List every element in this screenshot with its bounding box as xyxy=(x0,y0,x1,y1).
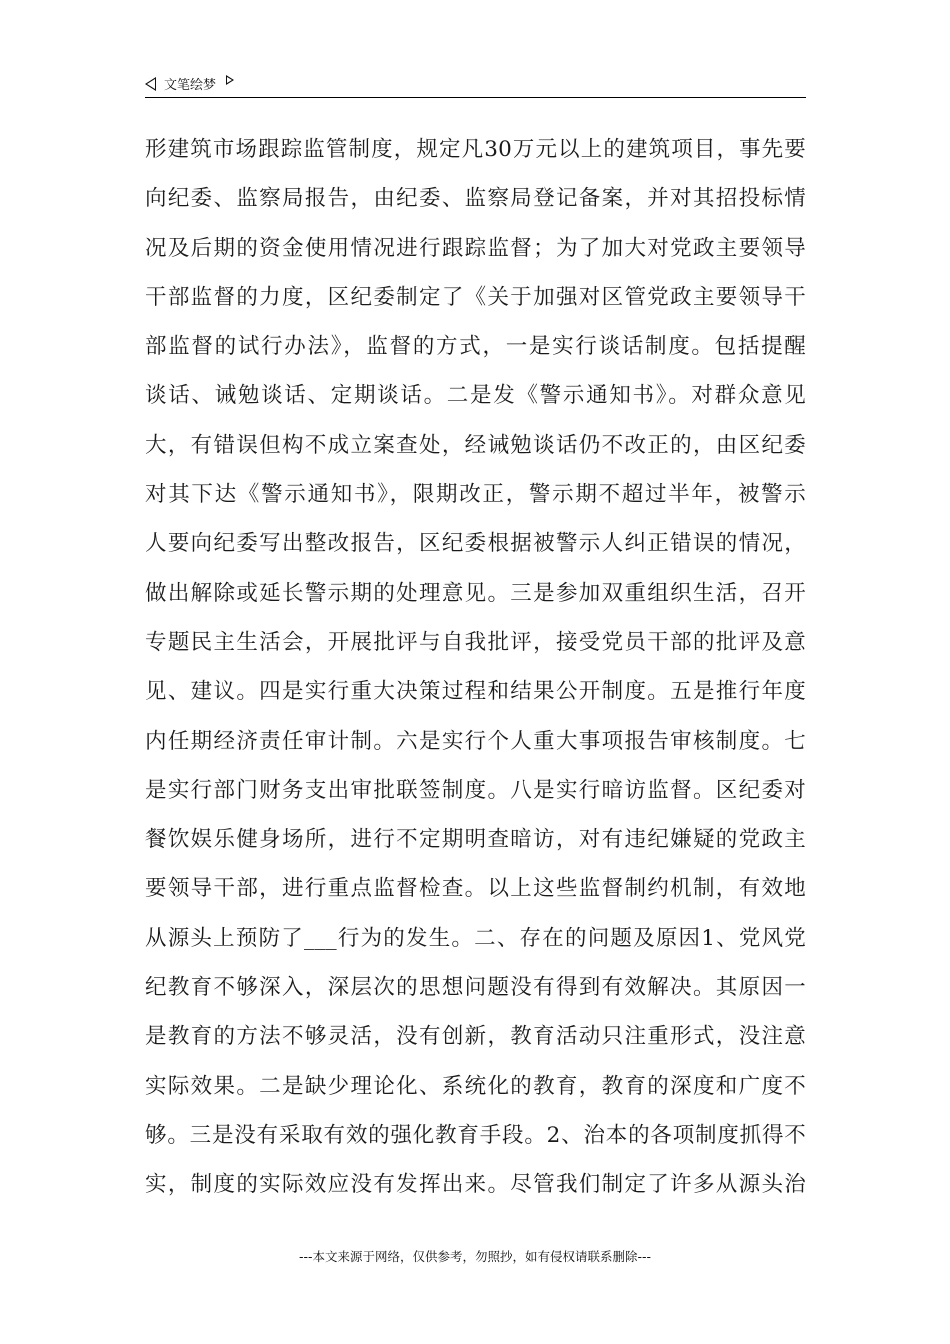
text-line: 要领导干部，进行重点监督检查。以上这些监督制约机制，有效地 xyxy=(145,876,806,902)
text-line: 见、建议。四是实行重大决策过程和结果公开制度。五是推行年度 xyxy=(145,679,806,705)
text-line: 形建筑市场跟踪监管制度，规定凡30万元以上的建筑项目，事先要 xyxy=(145,137,806,162)
header-inner xyxy=(145,74,234,93)
text-line: 纪教育不够深入，深层次的思想问题没有得到有效解决。其原因一 xyxy=(145,975,806,1001)
text-line: 是教育的方法不够灵活，没有创新，教育活动只注重形式，没注意 xyxy=(145,1024,806,1050)
footer-notice: ---本文来源于网络，仅供参考，勿照抄，如有侵权请联系删除--- xyxy=(298,1249,652,1264)
text-line: 大，有错误但构不成立案查处，经诫勉谈话仍不改正的，由区纪委 xyxy=(145,432,806,458)
text-line: 从源头上预防了___行为的发生。二、存在的问题及原因1、党风党 xyxy=(145,925,806,951)
text-line: 内任期经济责任审计制。六是实行个人重大事项报告审核制度。七 xyxy=(145,728,806,754)
text-line: 实际效果。二是缺少理论化、系统化的教育，教育的深度和广度不 xyxy=(145,1073,806,1099)
triangle-left-icon xyxy=(145,77,156,91)
text-line: 向纪委、监察局报告，由纪委、监察局登记备案，并对其招投标情 xyxy=(145,186,806,212)
text-line: 做出解除或延长警示期的处理意见。三是参加双重组织生活，召开 xyxy=(145,580,806,606)
text-line: 部监督的试行办法》，监督的方式，一是实行谈话制度。包括提醒 xyxy=(145,334,806,360)
text-line: 对其下达《警示通知书》，限期改正，警示期不超过半年，被警示 xyxy=(145,482,806,508)
text-line: 够。三是没有采取有效的强化教育手段。2、治本的各项制度抓得不 xyxy=(145,1122,806,1148)
text-line: 干部监督的力度，区纪委制定了《关于加强对区管党政主要领导干 xyxy=(145,284,806,310)
header-title: 文笔绘梦 xyxy=(164,78,217,93)
text-line: 餐饮娱乐健身场所，进行不定期明查暗访，对有违纪嫌疑的党政主 xyxy=(145,827,806,853)
text-line: 实，制度的实际效应没有发挥出来。尽管我们制定了许多从源头治 xyxy=(145,1172,806,1198)
document-body xyxy=(145,130,806,1215)
text-line: 是实行部门财务支出审批联签制度。八是实行暗访监督。区纪委对 xyxy=(145,777,806,803)
triangle-right-icon xyxy=(226,75,234,85)
page-header xyxy=(145,70,806,98)
text-line: 况及后期的资金使用情况进行跟踪监督；为了加大对党政主要领导 xyxy=(145,235,806,261)
text-line: 人要向纪委写出整改报告，区纪委根据被警示人纠正错误的情况， xyxy=(145,531,806,557)
text-line: 谈话、诫勉谈话、定期谈话。二是发《警示通知书》。对群众意见 xyxy=(145,383,806,409)
text-line: 专题民主生活会，开展批评与自我批评，接受党员干部的批评及意 xyxy=(145,629,806,655)
